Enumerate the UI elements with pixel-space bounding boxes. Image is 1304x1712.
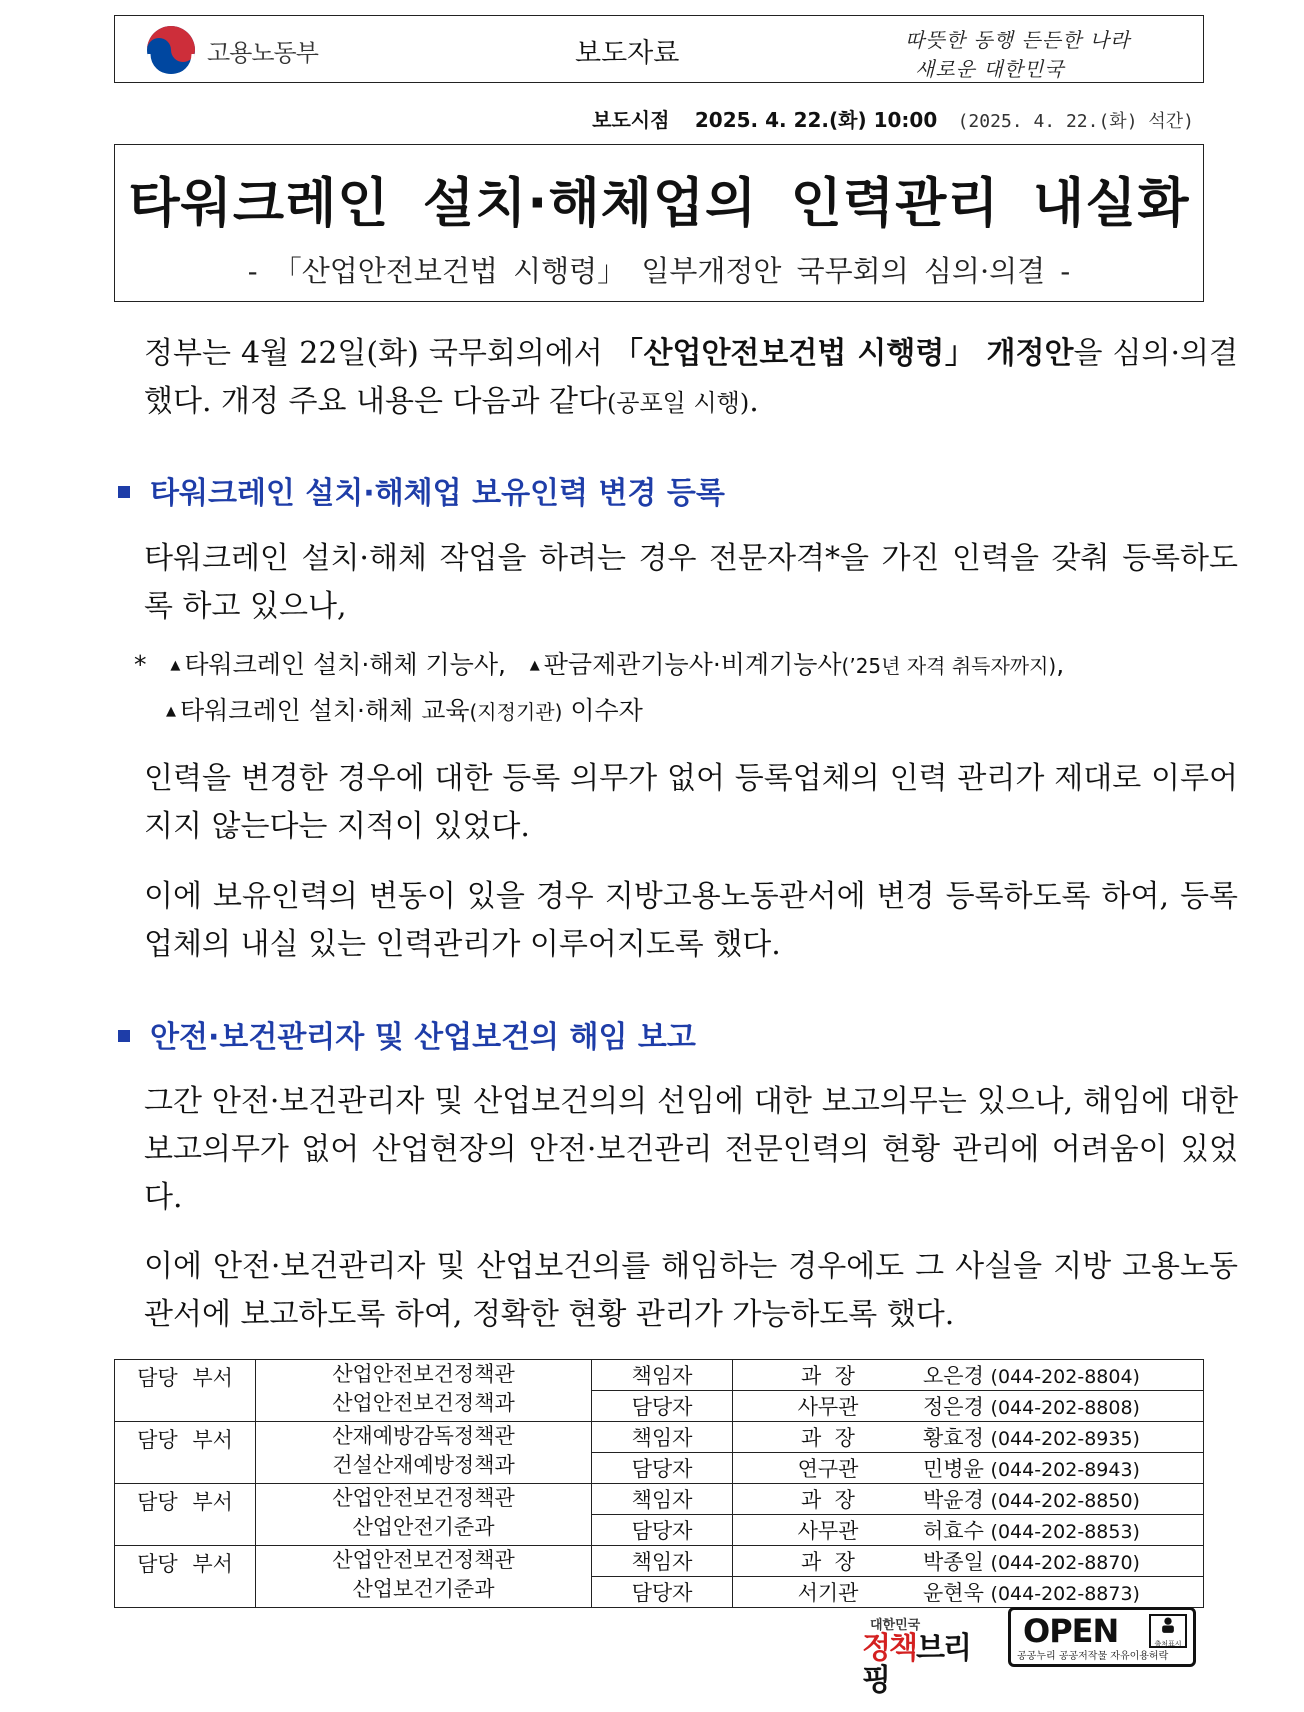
contact-row [115,1360,1204,1391]
contact-phone: (044-202-8804) [990,1366,1140,1388]
ministry-logo [145,24,318,76]
note-item-2: 판금제관기능사·비계기능사 [543,650,842,679]
department-name [256,1422,592,1484]
contact-person [733,1360,1204,1391]
contact-role: 담당자 [592,1577,733,1608]
contact-person [733,1422,1204,1453]
briefing-logo-red: 정책 [862,1631,916,1666]
department-name [256,1484,592,1546]
document-type: 보도자료 [575,38,680,69]
intro-small: (공포일 시행) [606,389,750,417]
contact-role: 책임자 [592,1360,733,1391]
contact-name: 윤현욱 [923,1581,984,1605]
contact-position: 과 장 [801,1364,855,1388]
embargo-datetime: 2025. 4. 22.(화) 10:00 [694,108,938,132]
contact-position: 사무관 [797,1395,859,1419]
intro-text-a: 정부는 4월 22일(화) 국무회의에서 [144,336,613,371]
contact-name: 황효정 [923,1426,984,1450]
embargo-note: (2025. 4. 22.(화) 석간) [957,111,1194,132]
contact-row [115,1484,1204,1515]
department-bureau: 산재예방감독정책관 [332,1424,515,1448]
contact-phone: (044-202-8853) [990,1521,1140,1543]
department-division: 산업보건기준과 [352,1577,495,1601]
slogan-line-2: 새로운 대한민국 [915,57,1065,81]
contact-person [733,1546,1204,1577]
open-word: OPEN [1023,1612,1119,1650]
contact-name: 허효수 [923,1519,984,1543]
section2-paragraph-1: 그간 안전·보건관리자 및 산업보건의의 선임에 대한 보고의무는 있으나, 해임에 대한 보고의무가 없어 산업현장의 안전·보건관리 전문인력의 현황 관리에 어려움이 있었다. [144,1084,1238,1215]
section-heading-2 [118,1012,696,1056]
intro-text-b: 을 심의·의결했다. 개정 주요 내용은 다음과 같다 [144,336,1238,419]
contact-name: 박종일 [923,1550,984,1574]
contact-position: 과 장 [801,1550,855,1574]
contact-name: 민병윤 [923,1457,984,1481]
contact-role: 책임자 [592,1546,733,1577]
contact-row [115,1546,1204,1577]
contact-phone: (044-202-8943) [990,1459,1140,1481]
qualification-note [134,642,1064,689]
note-item-1: 타워크레인 설치·해체 기능사, [184,650,506,679]
contact-person [733,1453,1204,1484]
briefing-logo-main: 브리핑 [862,1631,970,1698]
department-name [256,1360,592,1422]
qualification-note-line-2 [166,688,643,735]
contact-position: 과 장 [801,1426,855,1450]
contact-role: 담당자 [592,1453,733,1484]
page-subtitle: - 「산업안전보건법 시행령」 일부개정안 국무회의 심의·의결 - [247,254,1071,288]
department-division: 산업안전보건정책과 [332,1391,515,1415]
contact-role: 담당자 [592,1391,733,1422]
section-heading-1-text: 타워크레인 설치·해체업 보유인력 변경 등록 [150,476,725,511]
contact-position: 과 장 [801,1488,855,1512]
contact-role: 책임자 [592,1422,733,1453]
ministry-name: 고용노동부 [207,38,318,67]
government-slogan [905,24,1165,81]
kogl-open-badge [1008,1607,1196,1667]
contact-name: 오은경 [923,1364,984,1388]
department-name [256,1546,592,1608]
intro-paragraph [110,330,1238,427]
contact-phone: (044-202-8850) [990,1490,1140,1512]
section2-paragraph-2: 이에 안전·보건관리자 및 산업보건의를 해임하는 경우에도 그 사실을 지방 고용노동관서에 보고하도록 하여, 정확한 현황 관리가 가능하도록 했다. [144,1249,1238,1332]
department-division: 건설산재예방정책과 [332,1453,515,1477]
contact-position: 사무관 [797,1519,859,1543]
policy-briefing-logo [862,1614,994,1698]
department-label: 담당 부서 [115,1422,256,1484]
square-bullet-icon [118,486,130,498]
press-release-header [114,15,1204,83]
department-label: 담당 부서 [115,1484,256,1546]
department-bureau: 산업안전보건정책관 [332,1548,515,1572]
taegeuk-emblem-icon [145,24,197,76]
intro-end: . [749,384,759,419]
section-heading-2-text: 안전·보건관리자 및 산업보건의 해임 보고 [150,1020,696,1055]
note-item-3: 타워크레인 설치·해체 교육 [180,696,470,725]
attribution-label: 출처표시 [1154,1640,1182,1648]
contact-person [733,1515,1204,1546]
slogan-line-1: 따뜻한 동행 든든한 나라 [905,28,1131,52]
contact-person [733,1391,1204,1422]
contact-person [733,1577,1204,1608]
triangle-bullet-icon: ▲ [170,658,181,673]
contact-position: 서기관 [797,1581,859,1605]
department-bureau: 산업안전보건정책관 [332,1486,515,1510]
note-item-3-detail: (지정기관) [469,700,563,724]
contact-phone: (044-202-8870) [990,1552,1140,1574]
briefing-logo-top: 대한민국 [870,1618,921,1633]
department-bureau: 산업안전보건정책관 [332,1362,515,1386]
contact-name: 박윤경 [923,1488,984,1512]
note-item-2-end: , [1056,650,1065,679]
embargo-label: 보도시점 [592,108,670,132]
contact-person [733,1484,1204,1515]
page-title: 타워크레인 설치·해체업의 인력관리 내실화 [128,173,1190,234]
contact-name: 정은경 [923,1395,984,1419]
department-label: 담당 부서 [115,1546,256,1608]
triangle-bullet-icon: ▲ [529,658,540,673]
section1-paragraph-3: 이에 보유인력의 변동이 있을 경우 지방고용노동관서에 변경 등록하도록 하여, 등록업체의 내실 있는 인력관리가 이루어지도록 했다. [144,879,1238,962]
section-heading-1 [118,468,725,512]
department-division: 산업안전기준과 [352,1515,495,1539]
contact-row [115,1422,1204,1453]
contact-position: 연구관 [797,1457,859,1481]
intro-bold: 「산업안전보건법 시행령」 개정안 [612,336,1074,371]
note-item-2-detail: (’25년 자격 취득자까지) [841,654,1057,678]
open-badge-caption: 공공누리 공공저작물 자유이용허락 [1017,1651,1169,1662]
attribution-person-icon [1149,1614,1187,1648]
contacts-table [114,1359,1204,1608]
title-box [114,144,1204,302]
note-asterisk: * [134,650,147,679]
note-item-3-end: 이수자 [562,696,643,725]
contact-phone: (044-202-8873) [990,1583,1140,1605]
section1-paragraph-2: 인력을 변경한 경우에 대한 등록 의무가 없어 등록업체의 인력 관리가 제대로 이루어지지 않는다는 지적이 있었다. [144,761,1238,844]
contact-phone: (044-202-8935) [990,1428,1140,1450]
square-bullet-icon [118,1030,130,1042]
contact-role: 담당자 [592,1515,733,1546]
section1-paragraph-1: 타워크레인 설치·해체 작업을 하려는 경우 전문자격*을 가진 인력을 갖춰 등록하도록 하고 있으나, [144,541,1238,624]
department-label: 담당 부서 [115,1360,256,1422]
contact-role: 책임자 [592,1484,733,1515]
embargo-time [592,104,1194,133]
contact-phone: (044-202-8808) [990,1397,1140,1419]
triangle-bullet-icon: ▲ [166,704,176,719]
